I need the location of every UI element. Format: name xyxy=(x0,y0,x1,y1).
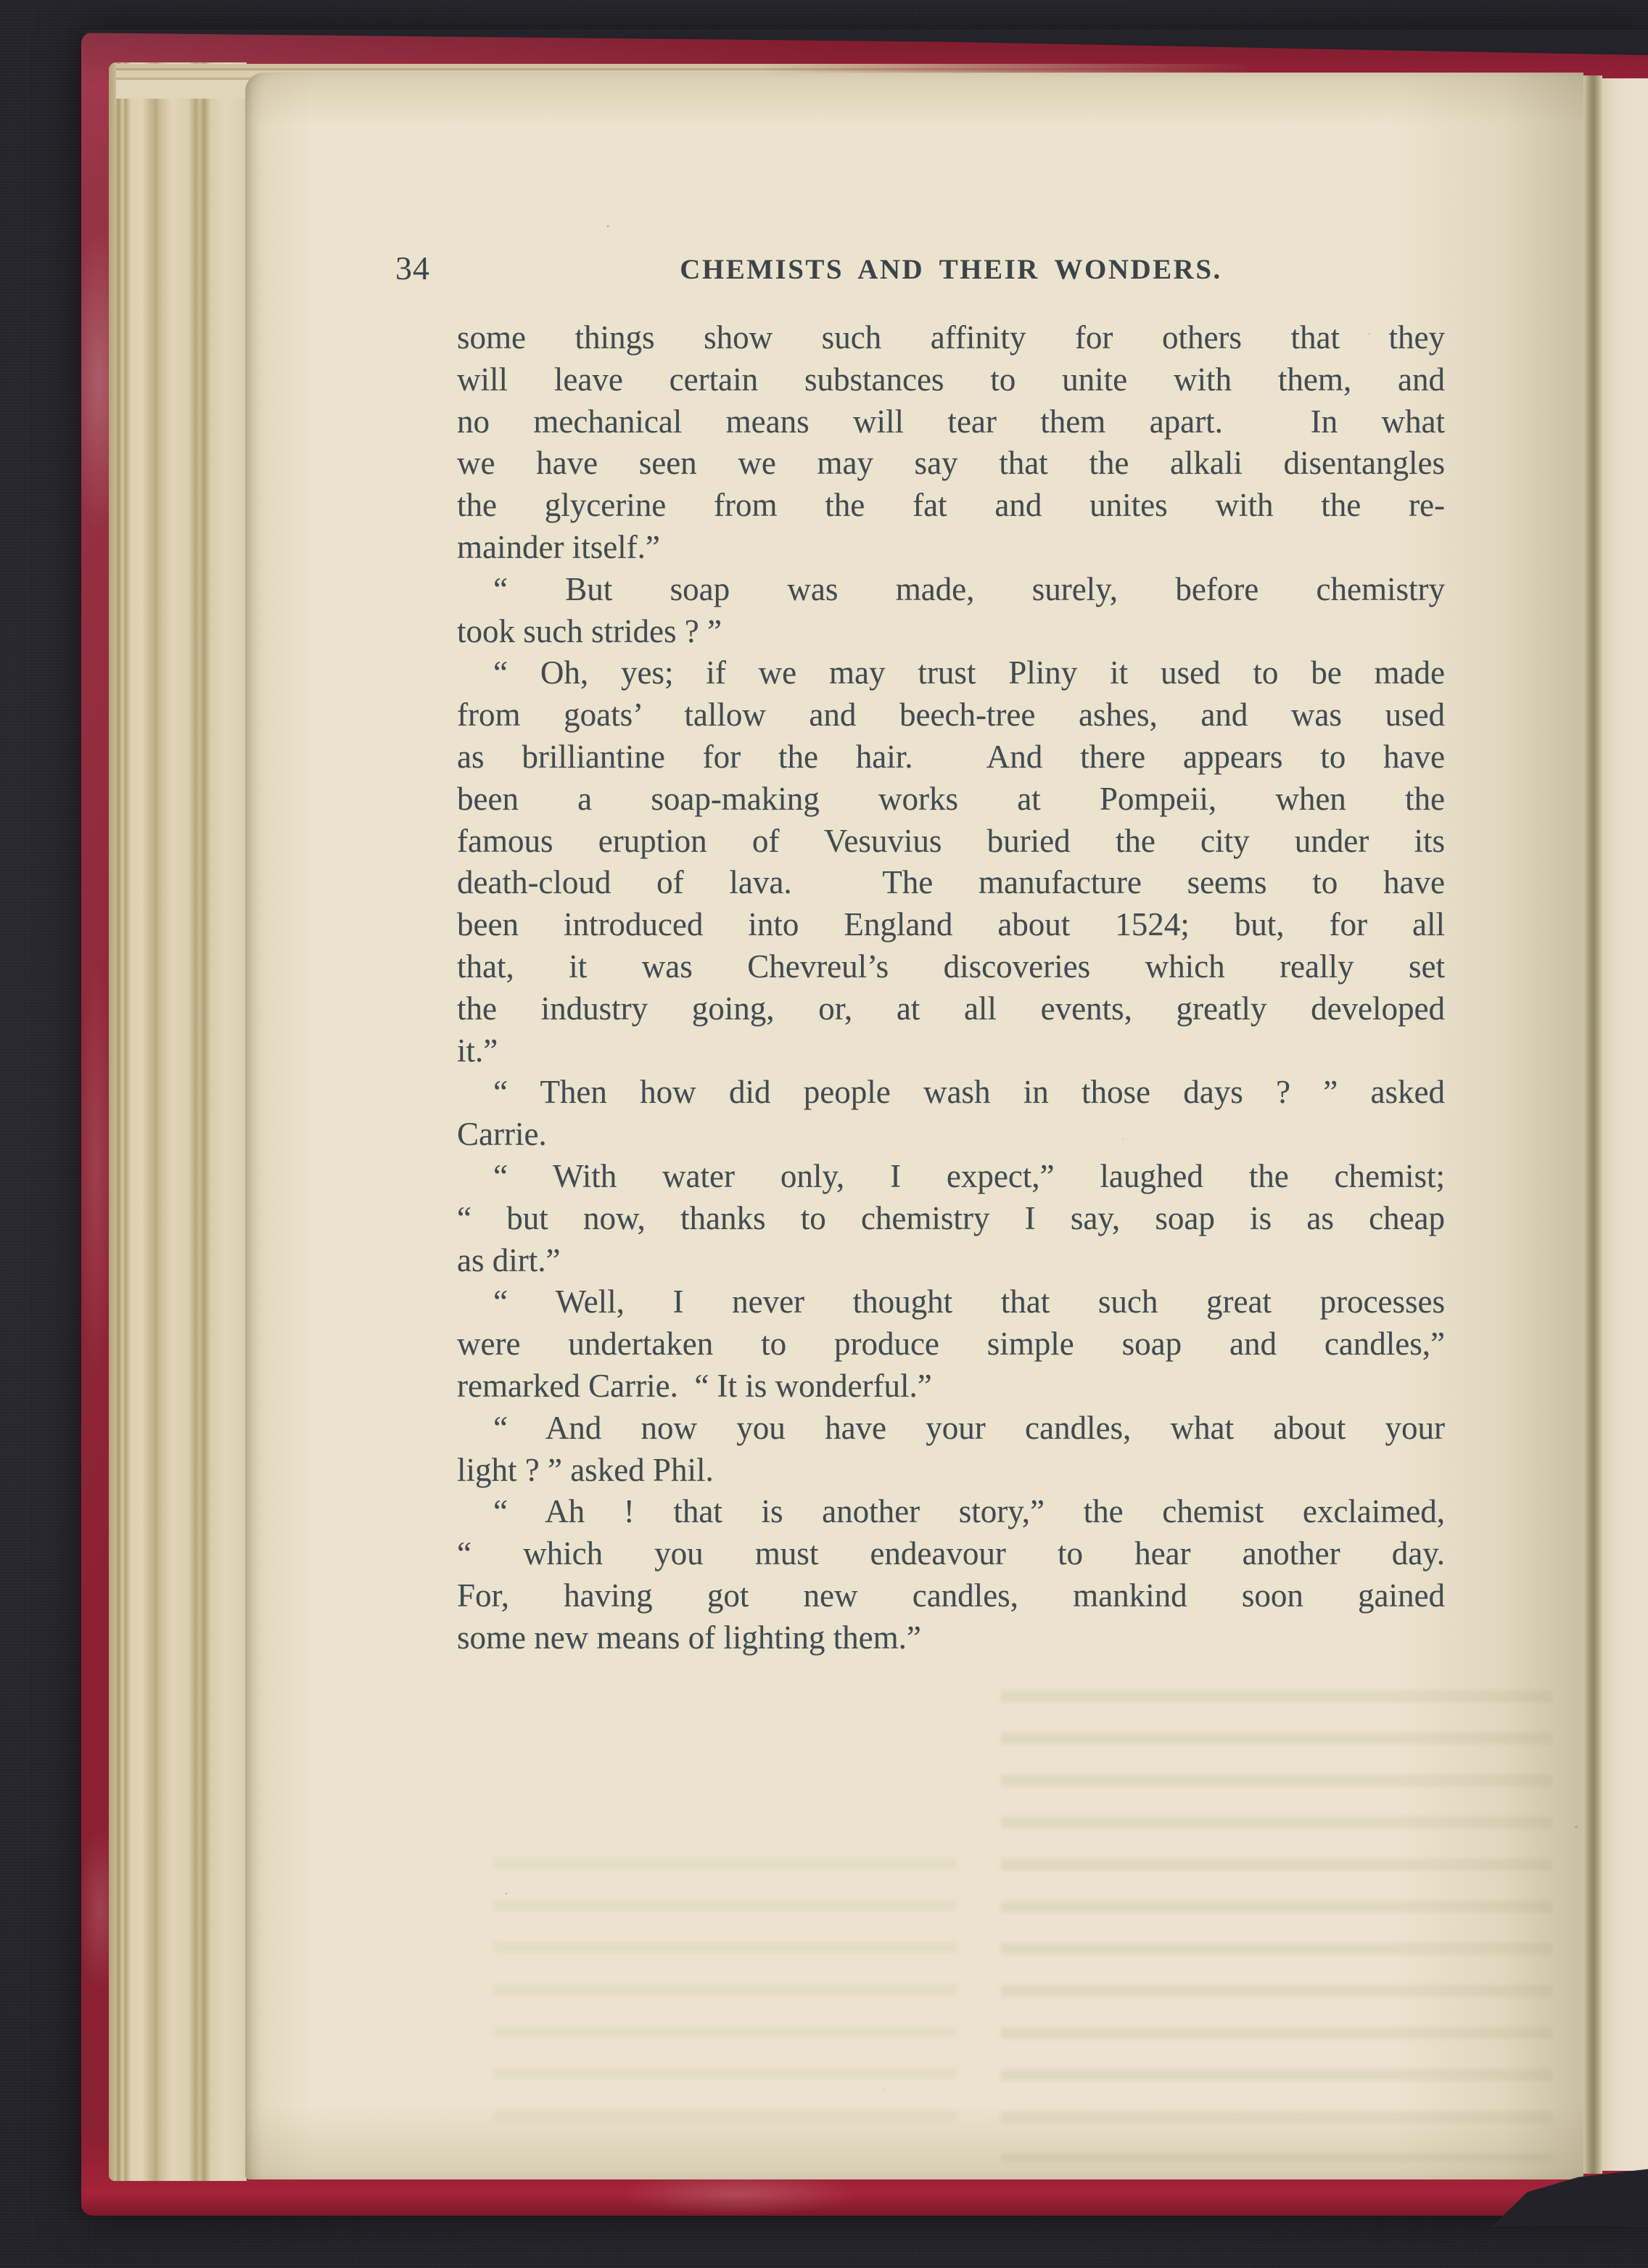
text-line: For, having got new candles, mankind soon gained xyxy=(457,1577,1445,1614)
text-line: famous eruption of Vesuvius buried the city under its xyxy=(457,822,1445,859)
text-line: “ Then how did people wash in those days ? ” asked xyxy=(493,1074,1445,1111)
text-line: “ Ah ! that is another story,” the chemist exclaimed, xyxy=(493,1493,1445,1530)
text-line: the glycerine from the fat and unites with the re- xyxy=(457,487,1445,524)
text-line: mainder itself.” xyxy=(457,528,660,565)
facing-page-sliver xyxy=(1602,78,1648,2171)
text-line: it.” xyxy=(457,1032,498,1069)
text-line: will leave certain substances to unite with them, and xyxy=(457,361,1445,398)
show-through-ghost-text xyxy=(493,1857,957,2148)
text-line: “ which you must endeavour to hear another day. xyxy=(457,1535,1445,1572)
page-edges-stack-left xyxy=(109,62,247,2181)
text-line: as brilliantine for the hair. And there appears to have xyxy=(457,738,1445,775)
text-line: “ And now you have your candles, what about your xyxy=(493,1409,1445,1446)
text-line: some things show such affinity for others that they xyxy=(457,319,1445,356)
text-line: as dirt.” xyxy=(457,1241,561,1278)
text-line: “ But soap was made, surely, before chemistry xyxy=(493,570,1445,607)
page-header xyxy=(0,250,1648,287)
text-line: remarked Carrie. “ It is wonderful.” xyxy=(457,1367,932,1404)
text-line: death-cloud of lava. The manufacture seems to have xyxy=(457,864,1445,901)
text-line: Carrie. xyxy=(457,1116,547,1153)
text-line: “ Well, I never thought that such great processes xyxy=(493,1283,1445,1320)
text-line: “ Oh, yes; if we may trust Pliny it used to be made xyxy=(493,654,1445,691)
text-line: that, it was Chevreul’s discoveries which really set xyxy=(457,948,1445,985)
text-line: been introduced into England about 1524; but, for all xyxy=(457,906,1445,943)
text-line: we have seen we may say that the alkali disentangles xyxy=(457,445,1445,482)
page-number: 34 xyxy=(395,250,430,287)
text-line: light ? ” asked Phil. xyxy=(457,1451,714,1488)
text-line: from goats’ tallow and beech-tree ashes, and was used xyxy=(457,697,1445,734)
text-line: “ but now, thanks to chemistry I say, soap is as cheap xyxy=(457,1199,1445,1236)
text-line: took such strides ? ” xyxy=(457,612,722,649)
text-line: been a soap-making works at Pompeii, when the xyxy=(457,780,1445,817)
book-gutter xyxy=(1583,75,1602,2174)
text-line: were undertaken to produce simple soap and candles,” xyxy=(457,1326,1445,1363)
text-line: “ With water only, I expect,” laughed the chemist; xyxy=(493,1157,1445,1194)
page-body-text xyxy=(457,317,1445,1659)
running-header: CHEMISTS AND THEIR WONDERS. xyxy=(680,254,1222,285)
text-line: no mechanical means will tear them apart. In what xyxy=(457,403,1445,440)
text-line: the industry going, or, at all events, greatly developed xyxy=(457,990,1445,1027)
show-through-ghost-text xyxy=(1001,1690,1552,2162)
text-line: some new means of lighting them.” xyxy=(457,1619,921,1656)
